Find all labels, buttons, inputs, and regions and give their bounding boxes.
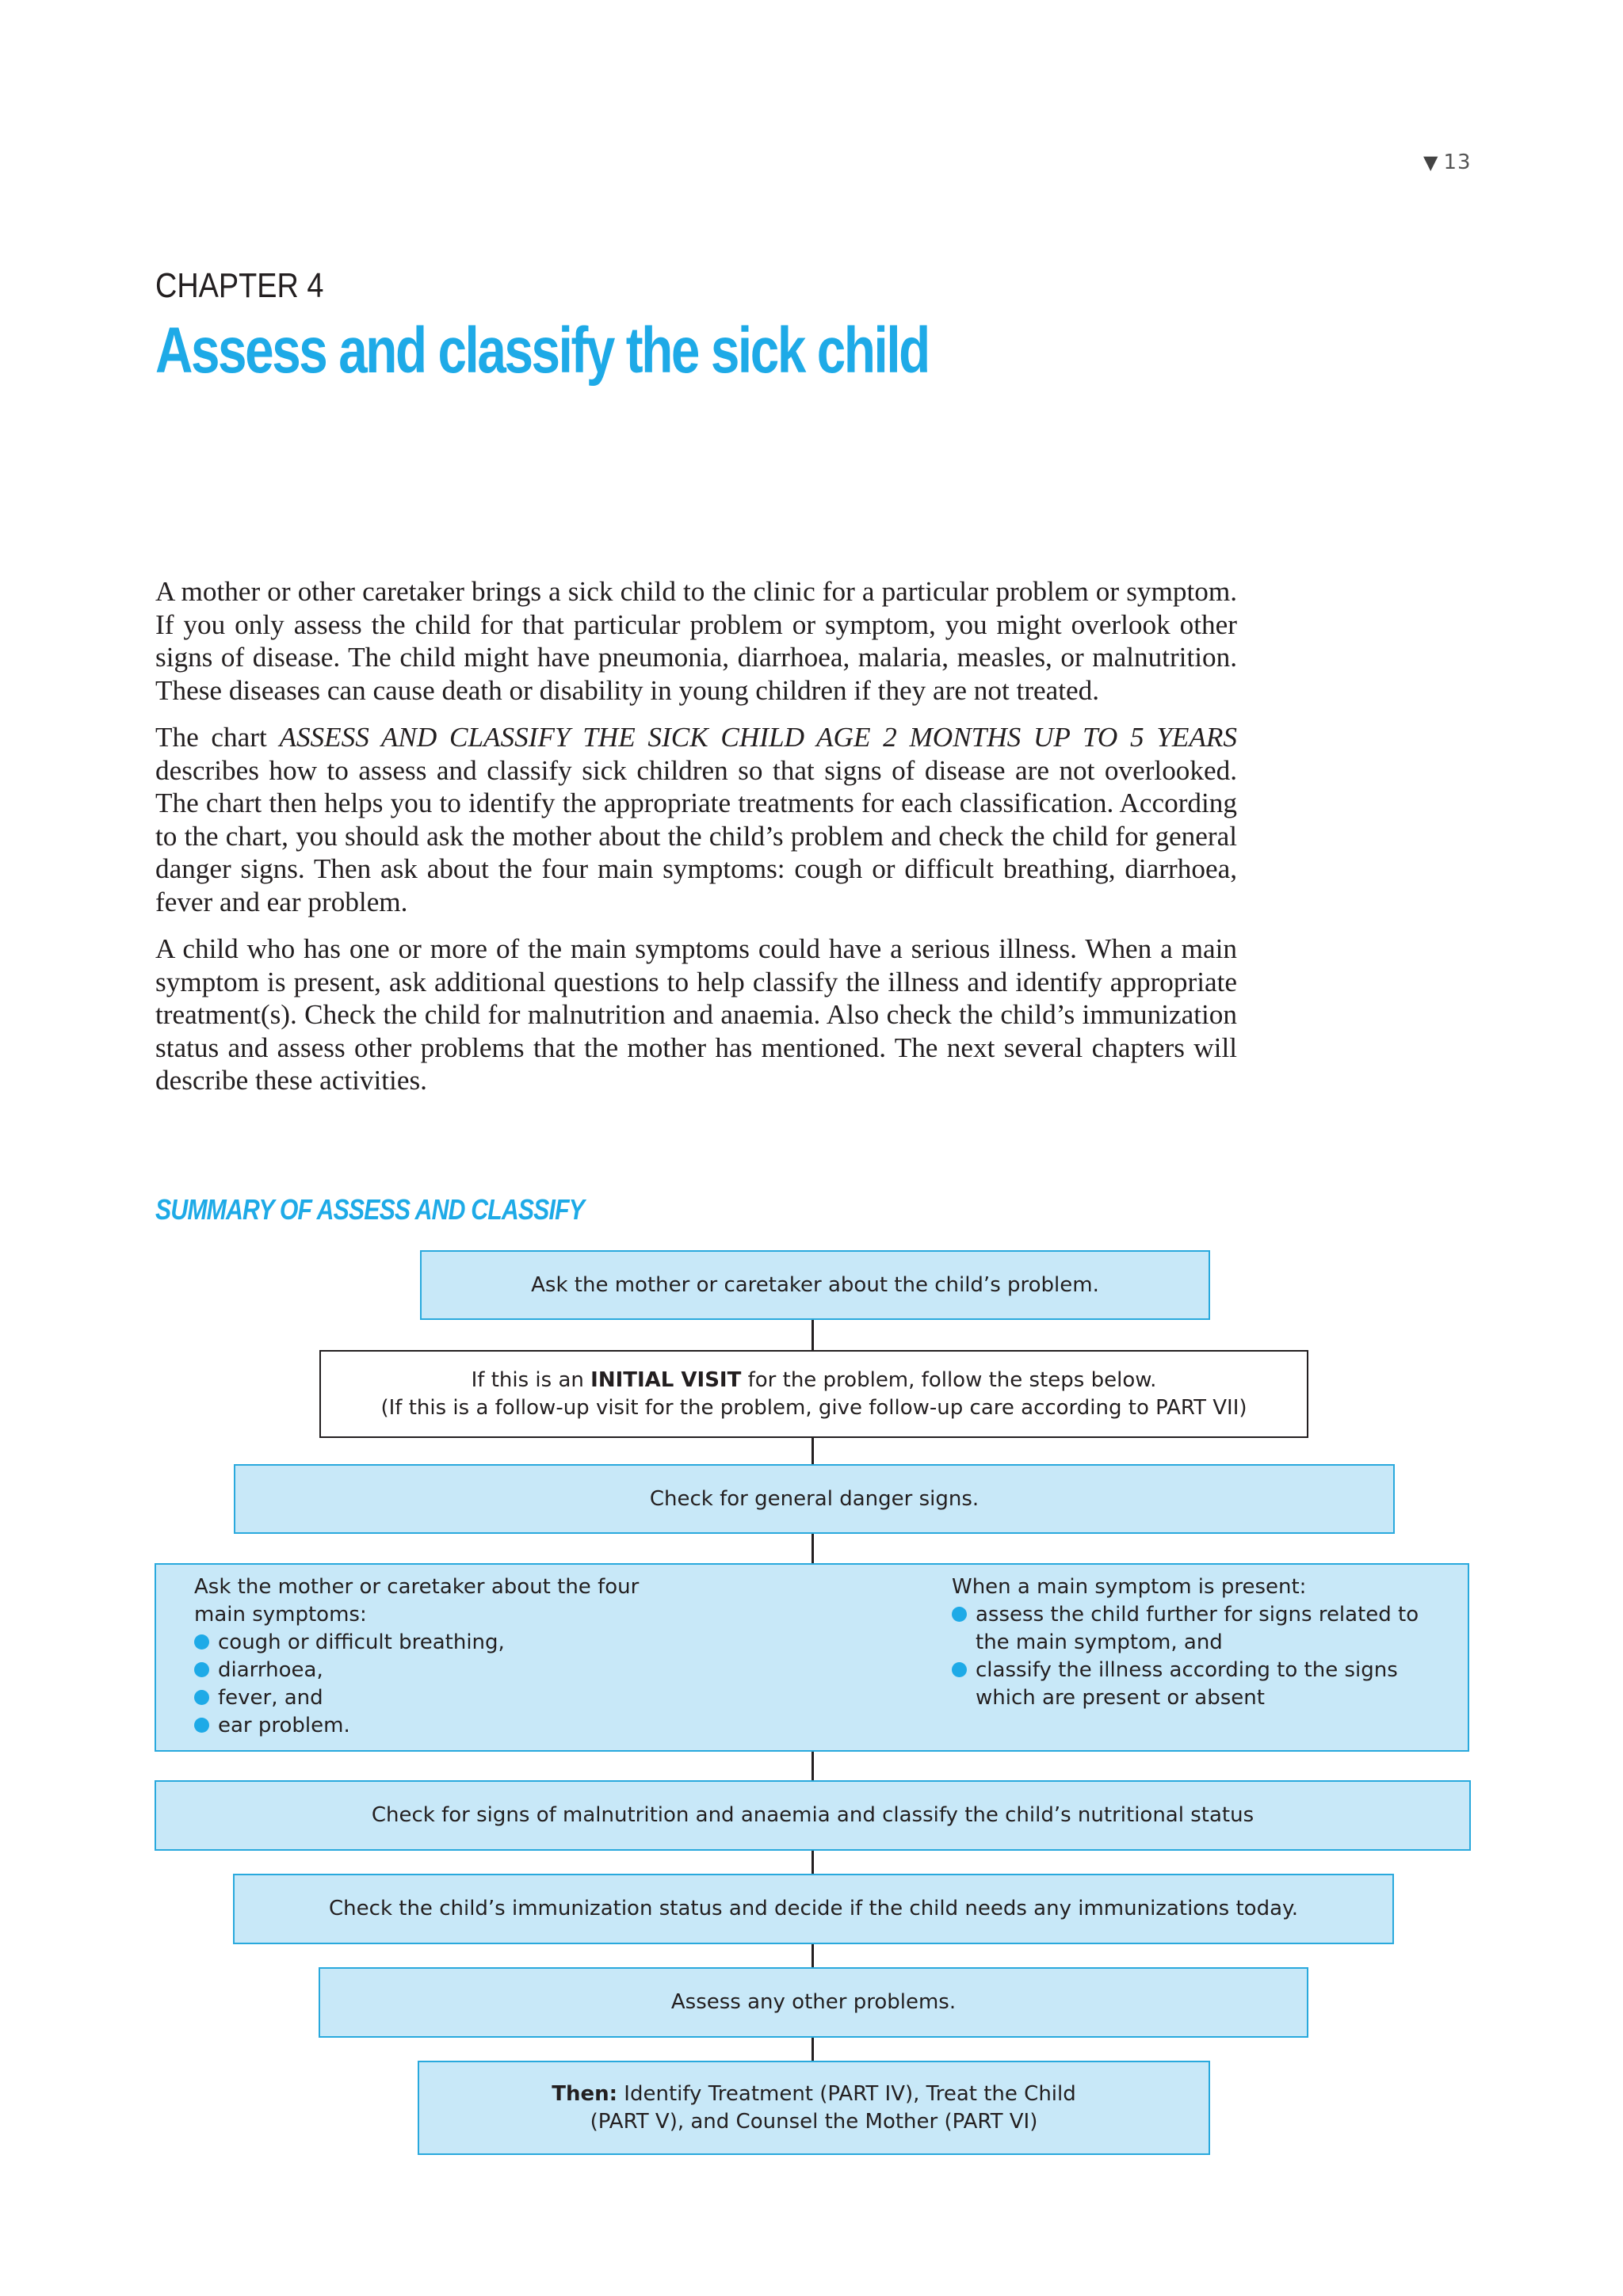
flow-step-malnutrition: Check for signs of malnutrition and anaemia and classify the child’s nutritional status [155,1780,1471,1851]
body-text [155,575,1237,1112]
page-number: ▼ 13 [1423,151,1472,174]
flow-step-ask-problem: Ask the mother or caretaker about the child’s problem. [420,1250,1210,1320]
list-item: fever, and [194,1684,685,1712]
connector-line [812,1851,814,1874]
paragraph-1: A mother or other caretaker brings a sick child to the clinic for a particular problem or symptom. If you only assess the child for that particular problem or symptom, you might overlook other signs of disease. The child might have pneumonia, diarrhoea, malaria, measles, or malnutrition. These diseases can cause death or disability in young children if they are not treated. [155,576,1237,706]
main-symptoms-right: When a main symptom is present: assess the child further for signs related to the main symptom, and classify the illness according to the signs which are present or absent [952,1573,1427,1712]
connector-line [812,1752,814,1780]
connector-line [812,2038,814,2061]
flow-step-immunization: Check the child’s immunization status and decide if the child needs any immunizations today. [233,1874,1394,1944]
list-item: diarrhoea, [194,1657,685,1684]
paragraph-3: A child who has one or more of the main symptoms could have a serious illness. When a main symptom is present, ask additional questions to help classify the illness and identify appropriate treatment(s). Check the child for malnutrition and anaemia. Also check the child’s immunization status and assess other problems that the mother has mentioned. The next several chapters will describe these activities. [155,933,1237,1096]
connector-line [812,1534,814,1563]
chapter-title: Assess and classify the sick child [155,315,929,387]
triangle-down-icon: ▼ [1423,151,1439,174]
chapter-label: CHAPTER 4 [155,266,324,305]
list-item: classify the illness according to the signs which are present or absent [952,1657,1427,1712]
flow-step-danger-signs: Check for general danger signs. [234,1464,1395,1534]
connector-line [812,1944,814,1967]
paragraph-2: The chart ASSESS AND CLASSIFY THE SICK CHILD AGE 2 MONTHS UP TO 5 YEARS describes how to assess and classify sick children so that signs of disease are not overlooked. The chart then helps you to identify the appropriate treatments for each classification. According to the chart, you should ask the mother about the child’s problem and check the child for general danger signs. Then ask about the four main symptoms: cough or difficult breathing, diarrhoea, fever and ear problem. [155,722,1237,917]
summary-title: SUMMARY OF ASSESS AND CLASSIFY [155,1193,585,1226]
list-item: assess the child further for signs related to the main symptom, and [952,1601,1427,1657]
main-symptoms-left: Ask the mother or caretaker about the four main symptoms: cough or difficult breathing, diarrhoea, fever, and ear problem. [194,1573,685,1740]
flow-step-other-problems: Assess any other problems. [319,1967,1308,2038]
connector-line [812,1438,814,1464]
flow-step-initial-visit: If this is an INITIAL VISIT for the problem, follow the steps below. (If this is a follow-up visit for the problem, give follow-up care according to PART VII) [319,1350,1308,1438]
chart-name: ASSESS AND CLASSIFY THE SICK CHILD AGE 2 MONTHS UP TO 5 YEARS [279,722,1237,753]
list-item: ear problem. [194,1712,685,1740]
connector-line [812,1320,814,1350]
flow-step-main-symptoms [155,1563,1469,1752]
list-item: cough or difficult breathing, [194,1629,685,1657]
flow-step-then-treat: Then: Identify Treatment (PART IV), Treat the Child (PART V), and Counsel the Mother (PART VI) [418,2061,1210,2155]
